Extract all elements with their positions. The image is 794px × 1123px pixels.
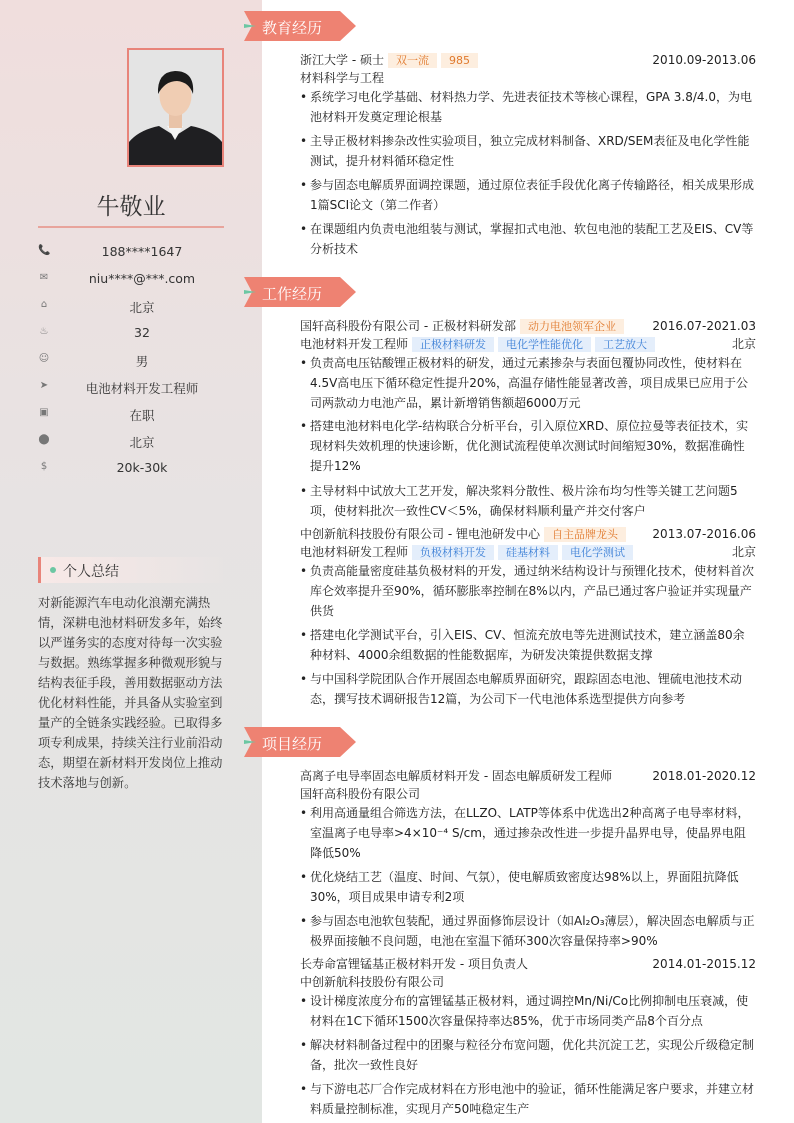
work-date: 2013.07-2016.06 [652,527,756,541]
summary-title: 个人总结 [63,564,119,580]
summary-heading [38,557,227,583]
work-role-line [300,335,756,353]
sidebar [0,0,262,1123]
education-header [300,51,756,69]
avatar-illustration [129,50,222,165]
work-location: 北京 [731,545,756,559]
work-date: 2016.07-2021.03 [652,319,756,333]
project-org: 国轩高科股份有限公司 [300,787,421,801]
money-icon: $ [40,461,48,472]
skill-tag: 电化学性能优化 [498,337,591,352]
name-divider [38,226,224,228]
education-major: 材料科学与工程 [300,71,385,85]
home-icon: ⌂ [40,299,48,310]
gender-value: 男 [135,354,149,369]
info-position [38,377,224,397]
status-value: 在职 [129,408,155,423]
hometown-value: 北京 [129,300,155,315]
list-item: • 主导正极材料掺杂改性实验项目，独立完成材料制备、XRD/SEM表征及电化学性能测试，提升材料循环稳定性 [300,134,750,168]
work-header [300,317,756,335]
list-item: • 负责高能量密度硅基负极材料的开发，通过纳米结构设计与预锂化技术，使材料首次库仑效率提升至90%，循环膨胀率控制在8%以内，产品已通过客户验证并实现量产供货 [300,564,755,618]
email-value: niu****@***.com [88,271,196,286]
info-city [38,431,224,451]
list-item: • 解决材料制备过程中的团聚与粒径分布宽问题，优化共沉淀工艺，实现公斤级稳定制备，批次一致性良好 [300,1038,755,1072]
job-role: 电池材料研发工程师 [300,545,409,559]
list-item: • 主导材料中试放大工艺开发，解决浆料分散性、极片涂布均匀性等关键工艺问题5项，使材料批次一致性CV＜5%，确保材料顺利量产并交付客户 [300,484,738,518]
project-title: 长寿命富锂锰基正极材料开发 - 项目负责人 [300,957,528,971]
list-item: • 搭建电化学测试平台，引入EIS、CV、恒流充放电等先进测试技术，建立涵盖80余种材料、4000余组数据的性能数据库，为研发决策提供数据支撑 [300,628,745,662]
list-item: • 系统学习电化学基础、材料热力学、先进表征技术等核心课程，GPA 3.8/4.0，为电池材料开发奠定理论根基 [300,90,753,124]
section-work-header [244,277,356,307]
project-date: 2014.01-2015.12 [652,957,756,971]
summary-dot-icon [50,567,56,573]
project-header [300,767,756,785]
info-phone [38,242,224,262]
section-education-title: 教育经历 [262,19,323,37]
info-status [38,404,224,424]
school-name: 浙江大学 - 硕士 [300,53,384,67]
project-header [300,955,756,973]
skill-tag: 工艺放大 [595,337,655,352]
info-salary [38,458,224,478]
profile-photo [127,48,224,167]
info-gender [38,350,224,370]
company-name: 国轩高科股份有限公司 - 正极材料研发部 [300,319,516,333]
list-item: • 负责高电压钴酸锂正极材料的研发，通过元素掺杂与表面包覆协同改性，使材料在4.5V高电压下循环稳定性提升20%，高温存储性能显著改善，项目成果已应用于公司两款动力电池产品，累计新增销售额超6000万元 [300,356,748,410]
mail-icon: ✉ [39,272,49,283]
position-value: 电池材料开发工程师 [85,381,199,396]
cake-icon: ♨ [39,326,49,337]
section-education-header [244,11,356,41]
face-icon: ☺ [38,353,50,364]
section-project-title: 项目经历 [262,735,323,753]
list-item: • 参与固态电池软包装配，通过界面修饰层设计（如Al₂O₃薄层），解决固态电解质与正极界面接触不良问题，电池在室温下循环300次容量保持率>90% [300,914,755,948]
work-role-line [300,543,756,561]
summary-text: 对新能源汽车电动化浪潮充满热情，深耕电池材料研发多年，始终以严谨务实的态度对待每一次实验与数据。熟练掌握多种微观形貌与结构表征手段，善用数据驱动方法优化材料性能，并具备从实验室到量产的全链条实践经验。已取得多项专利成果，持续关注行业前沿动态，期望在新材料开发岗位上推动技术落地与创新。 [38,596,223,790]
skill-tag: 电化学测试 [562,545,633,560]
work-header [300,525,756,543]
project-org: 中创新航科技股份有限公司 [300,975,445,989]
company-name: 中创新航科技股份有限公司 - 锂电池研发中心 [300,527,540,541]
list-item: • 与下游电芯厂合作完成材料在方形电池中的验证，循环性能满足客户要求，并建立材料质量控制标准，实现月产50吨稳定生产 [300,1082,755,1116]
salary-value: 20k-30k [116,460,168,475]
section-project-header [244,727,356,757]
school-tag: 双一流 [388,53,437,68]
location-icon: ⬤ [38,434,50,445]
list-item: • 优化烧结工艺（温度、时间、气氛），使电解质致密度达98%以上，界面阻抗降低30%，项目成果申请专利2项 [300,870,739,904]
list-item: • 参与固态电解质界面调控课题，通过原位表征手段优化离子传输路径，相关成果形成1篇SCI论文（第二作者） [300,178,755,212]
skill-tag: 负极材料开发 [412,545,494,560]
list-item: • 设计梯度浓度分布的富锂锰基正极材料，通过调控Mn/Ni/Co比例抑制电压衰减，使材料在1C下循环1500次容量保持率达85%，优于市场同类产品8个百分点 [300,994,749,1028]
project-date: 2018.01-2020.12 [652,769,756,783]
info-age [38,323,224,343]
education-date: 2010.09-2013.06 [652,53,756,67]
project-title: 高离子电导率固态电解质材料开发 - 固态电解质研发工程师 [300,769,612,783]
skill-tag: 正极材料研发 [412,337,494,352]
candidate-name: 牛敬业 [96,194,166,220]
skill-tag: 硅基材料 [498,545,558,560]
work-location: 北京 [731,337,756,351]
list-item: • 利用高通量组合筛选方法，在LLZO、LATP等体系中优选出2种高离子电导率材料，室温离子电导率>4×10⁻⁴ S/cm，通过掺杂改性进一步提升晶界电导，使晶界电阻降低50% [300,806,750,860]
phone-value: 188****1647 [101,244,183,259]
company-tag: 动力电池领军企业 [520,319,624,334]
school-tag: 985 [441,53,478,68]
company-tag: 自主品牌龙头 [544,527,626,542]
send-icon: ➤ [39,380,49,391]
city-value: 北京 [129,435,155,450]
list-item: • 在课题组内负责电池组装与测试，掌握扣式电池、软包电池的装配工艺及EIS、CV等分析技术 [300,222,754,256]
info-hometown [38,296,224,316]
phone-icon: 📞 [38,245,51,256]
info-email [38,269,224,289]
job-role: 电池材料开发工程师 [300,337,409,351]
briefcase-icon: ▣ [39,407,49,418]
age-value: 32 [134,325,150,340]
section-work-title: 工作经历 [262,285,323,303]
list-item: • 搭建电池材料电化学-结构联合分析平台，引入原位XRD、原位拉曼等表征技术，实现材料失效机理的快速诊断，优化测试流程使单次测试时间缩短30%，数据准确性提升12% [300,419,749,473]
list-item: • 与中国科学院团队合作开展固态电解质界面研究，跟踪固态电池、锂硫电池技术动态，撰写技术调研报告12篇，为公司下一代电池体系选型提供方向参考 [300,672,743,706]
